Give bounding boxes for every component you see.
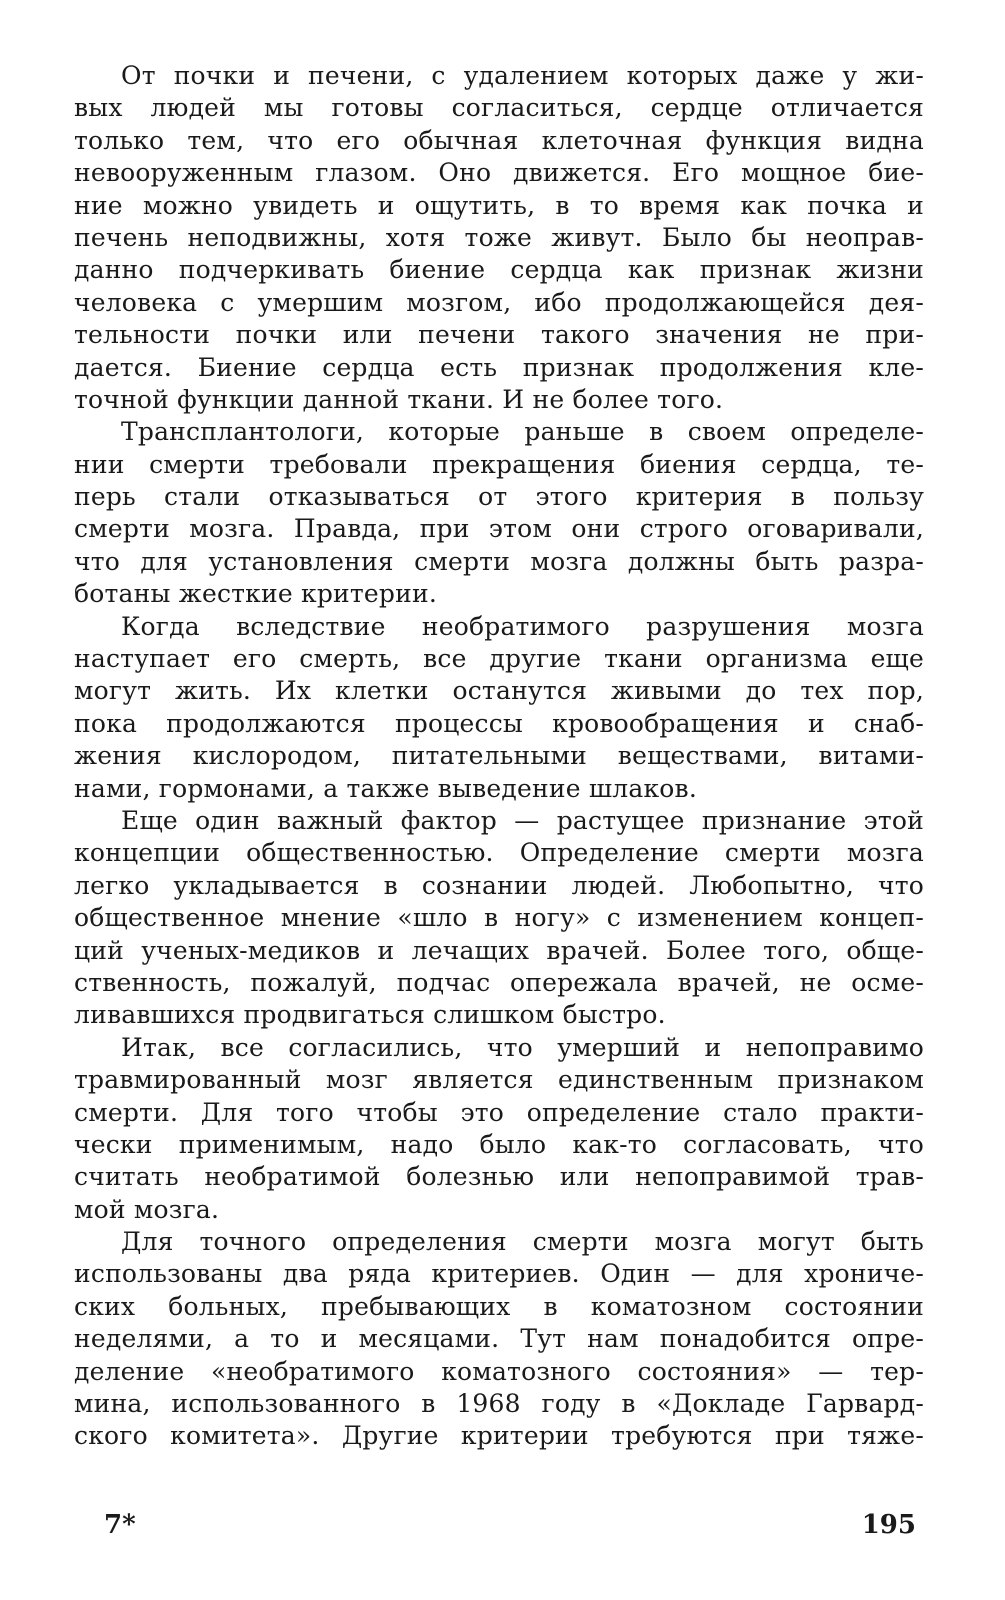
text-line: травмированный мозг является единственным признаком <box>74 1065 924 1095</box>
text-line: Еще один важный фактор — растущее признание этой <box>121 805 924 835</box>
text-line: Итак, все согласились, что умерший и непоправимо <box>121 1032 924 1062</box>
page-number: 195 <box>861 1510 916 1540</box>
page-footer <box>104 1510 916 1544</box>
text-line: точной функции данной ткани. И не более того. <box>74 384 724 414</box>
text-line: данно подчеркивать биение сердца как признак жизни <box>74 255 924 285</box>
text-line: От почки и печени, с удалением которых даже у жи- <box>121 61 924 90</box>
text-line: наступает его смерть, все другие ткани организма еще <box>74 644 924 674</box>
text-line: мина, использованного в 1968 году в «Докладе Гарвард- <box>74 1389 924 1419</box>
text-line: пока продолжаются процессы кровообращения и снаб- <box>74 708 924 738</box>
text-line: ственность, пожалуй, подчас опережала врачей, не осме- <box>74 967 924 997</box>
text-line: чески применимым, надо было как-то согласовать, что <box>74 1129 924 1159</box>
text-line: Трансплантологи, которые раньше в своем определе- <box>121 417 924 447</box>
text-line: что для установления смерти мозга должны быть разра- <box>74 546 924 576</box>
page-text <box>74 60 924 1453</box>
text-line: нии смерти требовали прекращения биения сердца, те- <box>74 449 924 479</box>
text-line: использованы два ряда критериев. Один — для хрониче- <box>74 1259 924 1289</box>
text-line: невооруженным глазом. Оно движется. Его мощное бие- <box>74 158 924 188</box>
text-line: человека с умершим мозгом, ибо продолжающейся дея- <box>74 287 924 317</box>
text-line: легко укладывается в сознании людей. Любопытно, что <box>74 870 924 900</box>
text-line: могут жить. Их клетки останутся живыми до тех пор, <box>74 676 924 706</box>
text-line: неделями, а то и месяцами. Тут нам понадобится опре- <box>74 1324 924 1354</box>
text-line: смерти. Для того чтобы это определение стало практи- <box>74 1097 924 1127</box>
text-line: ние можно увидеть и ощутить, в то время как почка и <box>74 190 924 220</box>
text-line: нами, гормонами, а также выведение шлаков. <box>74 773 697 803</box>
text-line: печень неподвижны, хотя тоже живут. Было бы неоправ- <box>74 222 924 252</box>
text-line: жения кислородом, питательными веществами, витами- <box>74 741 924 771</box>
text-line: только тем, что его обычная клеточная функция видна <box>74 125 924 155</box>
text-line: вых людей мы готовы согласиться, сердце отличается <box>74 93 924 123</box>
text-line: Когда вследствие необратимого разрушения мозга <box>121 611 924 641</box>
text-line: концепции общественностью. Определение смерти мозга <box>74 838 924 868</box>
text-line: Для точного определения смерти мозга могут быть <box>121 1227 924 1257</box>
text-line: ций ученых-медиков и лечащих врачей. Более того, обще- <box>74 935 924 965</box>
text-line: считать необратимой болезнью или непоправимой трав- <box>74 1162 924 1192</box>
text-line: мой мозга. <box>74 1194 220 1224</box>
text-line: ливавшихся продвигаться слишком быстро. <box>74 1000 666 1030</box>
text-line: ских больных, пребывающих в коматозном состоянии <box>74 1291 924 1321</box>
text-line: дается. Биение сердца есть признак продолжения кле- <box>74 352 924 382</box>
text-line: ботаны жесткие критерии. <box>74 579 437 609</box>
text-line: деление «необратимого коматозного состояния» — тер- <box>74 1356 924 1386</box>
text-line: общественное мнение «шло в ногу» с изменением концеп- <box>74 903 924 933</box>
signature-mark: 7* <box>104 1510 136 1540</box>
text-line: смерти мозга. Правда, при этом они строго оговаривали, <box>74 514 924 544</box>
text-line: перь стали отказываться от этого критерия в пользу <box>74 482 924 512</box>
text-line: тельности почки или печени такого значения не при- <box>74 320 924 350</box>
text-line: ского комитета». Другие критерии требуются при тяже- <box>74 1421 924 1451</box>
